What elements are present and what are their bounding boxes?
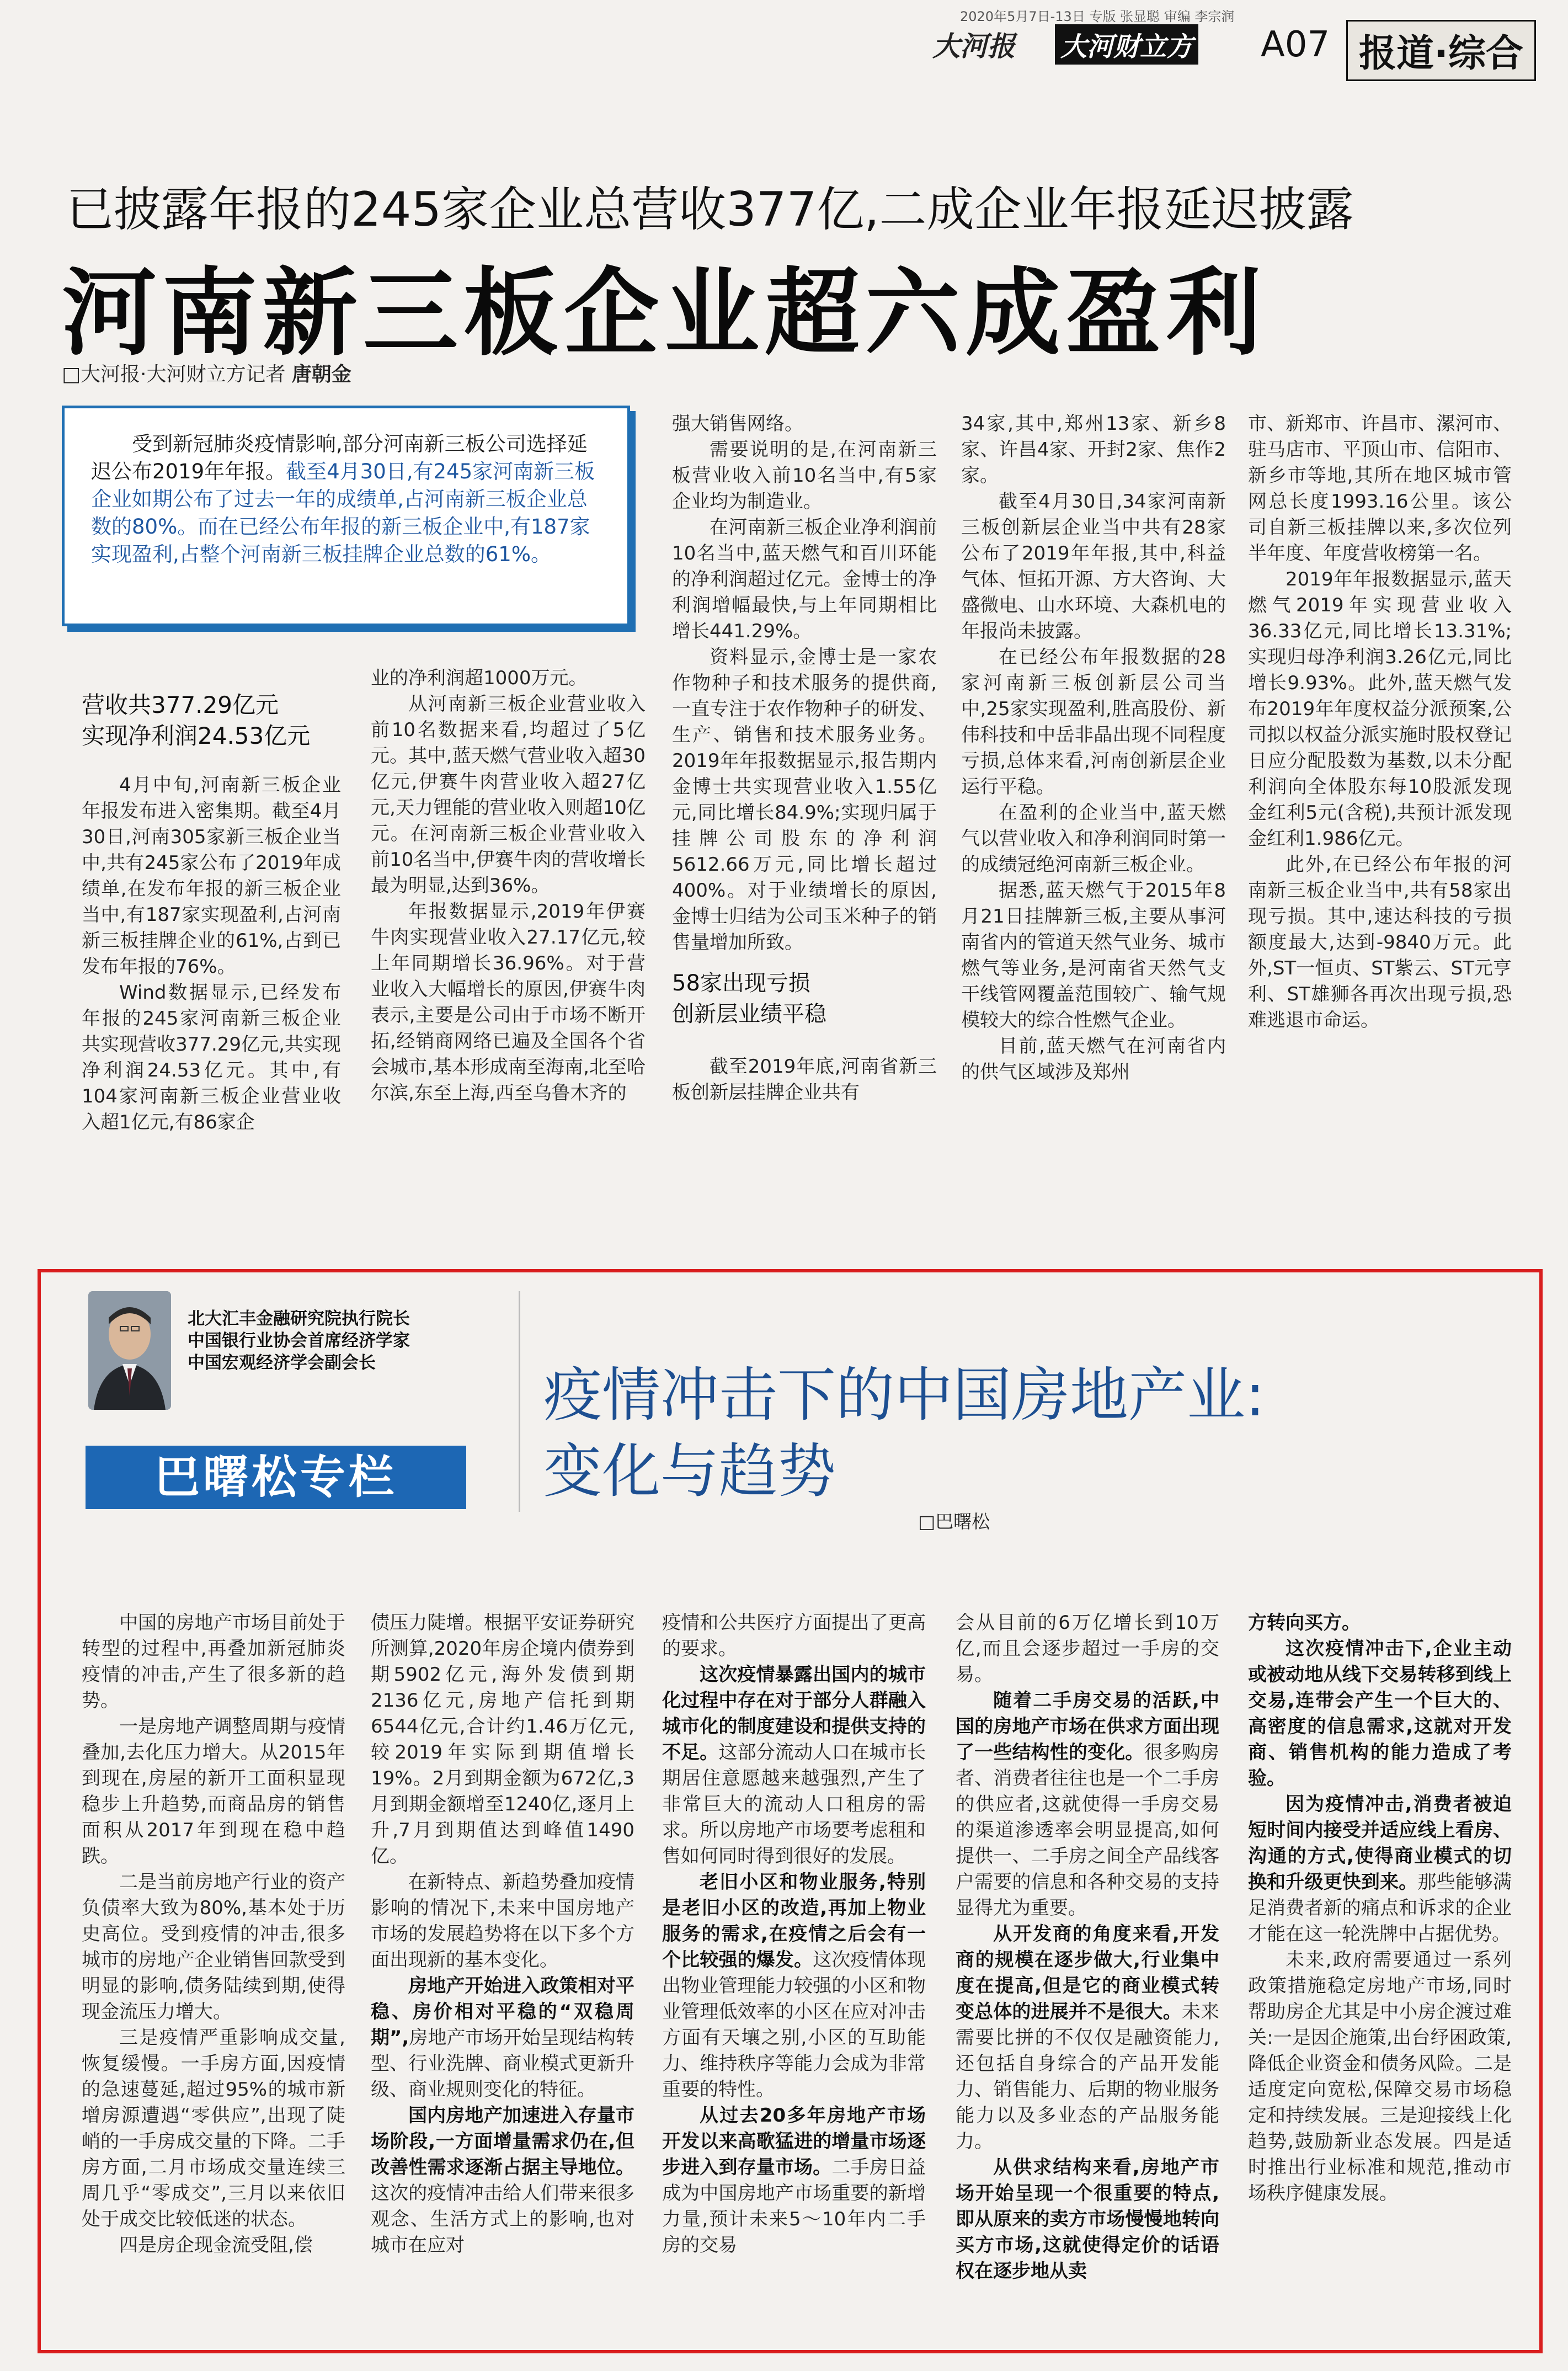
byline-prefix: □大河报·大河财立方记者	[62, 363, 286, 386]
paragraph: 四是房企现金流受阻,偿	[119, 2234, 313, 2256]
paragraph	[371, 1973, 634, 2103]
paragraph: 在新特点、新趋势叠加疫情影响的情况下,未来中国房地产市场的发展趋势将在以下多个方面出现新的基本变化。	[371, 1871, 634, 1971]
paragraph: 在河南新三板企业净利润前10名当中,蓝天燃气和百川环能的净利润超过亿元。金博士的净利润增幅最快,与上年同期相比增长441.29%。	[672, 516, 937, 642]
article-column-4	[961, 411, 1226, 1085]
paragraph: 34家,其中,郑州13家、新乡8家、许昌4家、开封2家、焦作2家。	[961, 413, 1226, 487]
paragraph-rest: 未来需要比拼的不仅仅是融资能力,还包括自身综合的产品开发能力、销售能力、后期的物业服务能力以及多业态的产品服务能力。	[956, 2001, 1220, 2152]
section-label: 报道·综合	[1346, 20, 1536, 81]
paragraph: 二是当前房地产行业的资产负债率大致为80%,基本处于历史高位。受到疫情的冲击,很多城市的房地产企业销售回款受到明显的影响,债务陆续到期,使得现金流压力增大。	[82, 1871, 345, 2023]
paragraph	[1248, 1792, 1512, 1947]
article-column-3	[672, 411, 937, 1106]
paragraph	[662, 1662, 926, 1869]
paragraph-rest: 二手房日益成为中国房地产市场重要的新增力量,预计未来5～10年内二手房的交易	[662, 2156, 926, 2256]
bold-lead: 随着二手房交易的活跃,中国的房地产市场在供求方面出现了一些结构性的变化。	[956, 1690, 1219, 1763]
bold-lead: 房地产开始进入政策相对平稳、房价相对平稳的“双稳周期”,	[371, 1975, 634, 2049]
column-text-3	[662, 1610, 926, 2258]
column-headline-line2: 变化与趋势	[543, 1437, 836, 1505]
paragraph: 债压力陡增。根据平安证券研究所测算,2020年房企境内债券到期5902亿元,海外发债到期2136亿元,房地产信托到期6544亿元,合计约1.46万亿元,较2019年实际到期值增长19%。2月到期金额为672亿,3月到期金额增至1240亿,逐月上升,7月到期值达到峰值1490亿。	[371, 1612, 634, 1867]
column-headline-line1: 疫情冲击下的中国房地产业:	[543, 1361, 1265, 1429]
column-text-2	[371, 1610, 634, 2258]
paragraph	[1248, 1636, 1512, 1792]
paragraph: 疫情和公共医疗方面提出了更高的要求。	[662, 1612, 926, 1660]
column-text-5	[1248, 1610, 1512, 2207]
issue-date-line: 2020年5月7日-13日 专版 张显聪 审编 李宗润	[960, 9, 1235, 24]
bold-lead: 国内房地产加速进入存量市场阶段,一方面增量需求仍在,但改善性需求逐渐占据主导地位。	[371, 2104, 634, 2178]
column-headline	[543, 1357, 1265, 1510]
bold-lead: 从过去20多年房地产市场开发以来高歌猛进的增量市场逐步进入到存量市场。	[662, 2104, 926, 2178]
author-portrait	[88, 1291, 171, 1410]
column-byline: □巴曙松	[918, 1511, 990, 1532]
bold-lead: 这次疫情暴露出国内的城市化过程中存在对于部分人群融入城市化的制度建设和提供支持的不足。	[662, 1664, 926, 1763]
column-text-1	[82, 1610, 345, 2258]
paragraph-rest: 这次的疫情冲击给人们带来很多观念、生活方式上的影响,也对城市在应对	[371, 2182, 634, 2256]
paragraph: 未来,政府需要通过一系列政策措施稳定房地产市场,同时帮助房企尤其是中小房企渡过难关:一是因企施策,出台纾困政策,降低企业资金和债务风险。二是适度定向宽松,保障交易市场稳定和持续发展。三是迎接线上化趋势,鼓励新业态发展。四是适时推出行业标准和规范,推动市场秩序健康发展。	[1248, 1949, 1512, 2204]
subhead-losses-line1: 58家出现亏损	[672, 971, 810, 996]
page-number: A07	[1261, 24, 1330, 65]
bold-lead: 因为疫情冲击,消费者被迫短时间内接受并适应线上看房、沟通的方式,使得商业模式的切换和升级更快到来。	[1248, 1793, 1512, 1893]
paragraph: Wind数据显示,已经发布年报的245家河南新三板企业共实现营收377.29亿元,共实现净利润24.53亿元。其中,有104家河南新三板企业营业收入超1亿元,有86家企	[82, 982, 341, 1133]
paragraph: 目前,蓝天燃气在河南省内的供气区域涉及郑州	[961, 1035, 1226, 1083]
paragraph-rest: 房地产市场开始呈现结构转型、行业洗牌、商业模式更新升级、商业规则变化的特征。	[371, 2027, 635, 2101]
subhead-losses	[672, 968, 937, 1030]
paragraph	[956, 1688, 1219, 1921]
bold-lead: 从供求结构来看,房地产市场开始呈现一个很重要的特点,即从原来的卖方市场慢慢地转向买方市场,这就使得定价的话语权在逐步地从卖	[956, 2156, 1219, 2282]
article-column-5	[1248, 411, 1512, 1033]
paragraph: 强大销售网络。	[672, 413, 803, 435]
paragraph: 在盈利的企业当中,蓝天燃气以营业收入和净利润同时第一的成绩冠绝河南新三板企业。	[961, 802, 1226, 876]
paragraph	[1248, 1610, 1512, 1636]
paragraph	[662, 1869, 926, 2103]
paragraph: 在已经公布年报数据的28家河南新三板创新层公司当中,25家实现盈利,胜高股份、新伟科技和中岳非晶出现不同程度亏损,总体来看,河南创新层企业运行平稳。	[961, 646, 1226, 798]
paragraph-rest: 很多购房者、消费者往往也是一个二手房的供应者,这就使得一手房交易的渠道渗透率会明显提高,如何提供一、二手房之间全产品线客户需要的信息和各种交易的支持显得尤为重要。	[956, 1741, 1220, 1919]
column-text-4	[956, 1610, 1219, 2284]
paragraph: 年报数据显示,2019年伊赛牛肉实现营业收入27.17亿元,较上年同期增长36.96%。对于营业收入大幅增长的原因,伊赛牛肉表示,主要是公司由于市场不断开拓,经销商网络已遍及全国各个省会城市,基本形成南至海南,北至哈尔滨,东至上海,西至乌鲁木齐的	[371, 901, 646, 1104]
paragraph: 一是房地产调整周期与疫情叠加,去化压力增大。从2015年到现在,房屋的新开工面积显现稳步上升趋势,而商品房的销售面积从2017年到现在稳中趋跌。	[82, 1715, 345, 1867]
author-title-1: 北大汇丰金融研究院执行院长	[188, 1309, 410, 1329]
paragraph: 中国的房地产市场目前处于转型的过程中,再叠加新冠肺炎疫情的冲击,产生了很多新的趋势。	[82, 1612, 345, 1712]
article-column-2	[371, 665, 646, 1106]
paragraph-rest: 这部分流动人口在城市长期居住意愿越来越强烈,产生了非常巨大的流动人口租房的需求。所以房地产市场要考虑租和售如何同时得到很好的发展。	[662, 1741, 926, 1867]
paragraph: 据悉,蓝天燃气于2015年8月21日挂牌新三板,主要从事河南省内的管道天然气业务、城市燃气等业务,是河南省天然气支干线管网覆盖范围较广、输气规模较大的综合性燃气企业。	[961, 880, 1226, 1031]
byline-reporter: 唐朝金	[291, 363, 351, 386]
subhead-revenue-line1: 营收共377.29亿元	[82, 691, 279, 718]
paragraph	[662, 2103, 926, 2258]
article-byline	[62, 359, 351, 387]
paragraph	[956, 1921, 1219, 2155]
author-titles	[188, 1308, 410, 1374]
paragraph: 截至4月30日,34家河南新三板创新层企业当中共有28家公布了2019年年报,其中,科益气体、恒拓开源、方大咨询、大盛微电、山水环境、大森机电的年报尚未披露。	[961, 491, 1226, 642]
article-column-1	[82, 772, 341, 1136]
article-headline: 河南新三板企业超六成盈利	[62, 257, 1267, 369]
subhead-losses-line2: 创新层业绩平稳	[672, 1001, 826, 1027]
paragraph: 需要说明的是,在河南新三板营业收入前10名当中,有5家企业均为制造业。	[672, 439, 937, 513]
subhead-revenue	[82, 690, 310, 752]
paragraph: 4月中旬,河南新三板企业年报发布进入密集期。截至4月30日,河南305家新三板企业当中,共有245家公布了2019年成绩单,在发布年报的新三板企业当中,有187家实现盈利,占河南新三板挂牌企业的61%,占到已发布年报的76%。	[82, 774, 341, 978]
lead-paragraph-box	[62, 406, 630, 626]
paragraph: 截至2019年底,河南省新三板创新层挂牌企业共有	[672, 1056, 937, 1104]
bold-lead: 这次疫情冲击下,企业主动或被动地从线下交易转移到线上交易,连带会产生一个巨大的、高密度的信息需求,这就对开发商、销售机构的能力造成了考验。	[1248, 1638, 1512, 1789]
paragraph: 从河南新三板企业营业收入前10名数据来看,均超过了5亿元。其中,蓝天燃气营业收入超30亿元,伊赛牛肉营业收入超27亿元,天力锂能的营业收入则超10亿元。在河南新三板企业营业收入前10名当中,伊赛牛肉的营收增长最为明显,达到36%。	[371, 693, 646, 897]
author-title-3: 中国宏观经济学会副会长	[188, 1353, 376, 1373]
paragraph: 市、新郑市、许昌市、漯河市、驻马店市、平顶山市、信阳市、新乡市等地,其所在地区城市管网总长度1993.16公里。该公司自新三板挂牌以来,多次位列半年度、年度营收榜第一名。	[1248, 413, 1512, 564]
paragraph: 2019年年报数据显示,蓝天燃气2019年实现营业收入36.33亿元,同比增长13.31%;实现归母净利润3.26亿元,同比增长9.93%。此外,蓝天燃气发布2019年年度权益分派预案,公司拟以权益分派实施时股权登记日应分配股数为基数,以未分配利润向全体股东每10股派发现金红利5元(含税),共预计派发现金红利1.986亿元。	[1248, 568, 1512, 850]
paragraph	[956, 2155, 1219, 2284]
paragraph: 会从目前的6万亿增长到10万亿,而且会逐步超过一手房的交易。	[956, 1612, 1219, 1686]
column-name-banner: 巴曙松专栏	[86, 1446, 466, 1509]
column-divider	[519, 1291, 520, 1512]
paragraph: 此外,在已经公布年报的河南新三板企业当中,共有58家出现亏损。其中,速达科技的亏损额度最大,达到-9840万元。此外,ST一恒贞、ST紫云、ST元亨利、ST雄狮各再次出现亏损,恐难逃退市命运。	[1248, 854, 1512, 1031]
bold-lead: 方转向买方。	[1248, 1612, 1361, 1634]
paragraph: 资料显示,金博士是一家农作物种子和技术服务的提供商,一直专注于农作物种子的研发、生产、销售和技术服务业务。2019年年报数据显示,报告期内金博士共实现营业收入1.55亿元,同比增长84.9%;实现归属于挂牌公司股东的净利润5612.66万元,同比增长超过400%。对于业绩增长的原因,金博士归结为公司玉米种子的销售量增加所致。	[672, 646, 937, 953]
portrait-image	[88, 1291, 171, 1410]
dahe-caili-logo: 大河财立方	[1055, 24, 1198, 65]
subhead-revenue-line2: 实现净利润24.53亿元	[82, 722, 311, 749]
bold-lead: 从开发商的角度来看,开发商的规模在逐步做大,行业集中度在提高,但是它的商业模式转变总体的进展并不是很大。	[956, 1923, 1219, 2023]
paragraph: 三是疫情严重影响成交量,恢复缓慢。一手房方面,因疫情的急速蔓延,超过95%的城市新增房源遭遇“零供应”,出现了陡峭的一手房成交量的下降。二手房方面,二月市场成交量连续三周几乎“零成交”,三月以来依旧处于成交比较低迷的状态。	[82, 2027, 345, 2230]
paragraph-rest: 这次疫情体现出物业管理能力较强的小区和物业管理低效率的小区在应对冲击方面有天壤之别,小区的互助能力、维持秩序等能力会成为非常重要的特性。	[662, 1949, 926, 2101]
paragraph-rest: 那些能够满足消费者新的痛点和诉求的企业才能在这一轮洗牌中占据优势。	[1248, 1871, 1512, 1945]
lead-text: 受到新冠肺炎疫情影响,部分河南新三板公司选择延迟公布2019年年报。	[91, 432, 588, 483]
lead-highlight: 截至4月30日,有245家河南新三板企业如期公布了过去一年的成绩单,占河南新三板企业总数的80%。而在已经公布年报的新三板企业中,有187家实现盈利,占整个河南新三板挂牌企业总数的61%。	[91, 460, 595, 566]
paragraph	[371, 2103, 634, 2258]
article-subtitle: 已披露年报的245家企业总营收377亿,二成企业年报延迟披露	[66, 182, 1354, 237]
author-title-2: 中国银行业协会首席经济学家	[188, 1331, 410, 1351]
dahebao-logo: 大河报	[932, 30, 1015, 62]
bold-lead: 老旧小区和物业服务,特别是老旧小区的改造,再加上物业服务的需求,在疫情之后会有一个比较强的爆发。	[662, 1871, 926, 1971]
paragraph: 业的净利润超1000万元。	[371, 667, 588, 689]
